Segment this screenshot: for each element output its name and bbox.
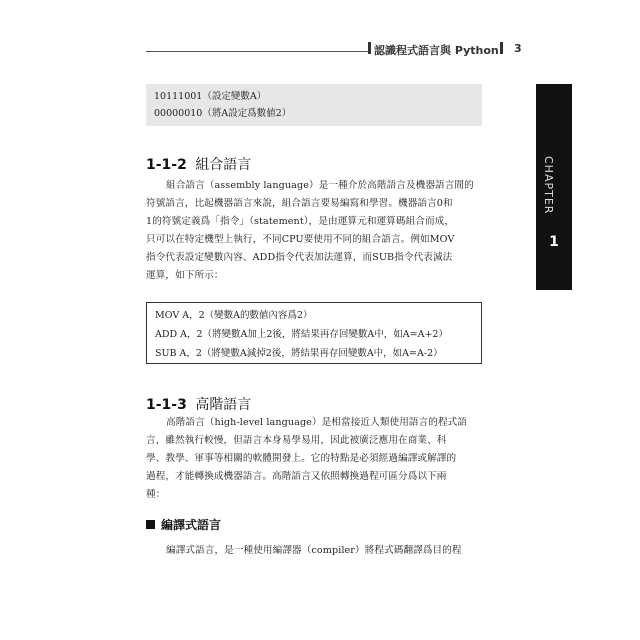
paragraph-line: 只可以在特定機型上執行，不同CPU要使用不同的組合語言。例如MOV <box>146 234 455 245</box>
code-line: ADD A，2（將變數A加上2後，將結果再存回變數A中，如A=A+2） <box>155 329 448 340</box>
paragraph-line: 1的符號定義爲「指令」（statement），是由運算元和運算碼組合而成， <box>146 216 455 227</box>
compiled-paragraph <box>146 542 482 560</box>
high-level-paragraph <box>146 414 482 504</box>
assembly-paragraph <box>146 177 482 285</box>
section-number: 1-1-3 <box>146 397 187 413</box>
code-line: 10111001（設定變數A） <box>154 91 267 102</box>
paragraph-line: 過程，才能轉換成機器語言。高階語言又依照轉換過程可區分爲以下兩 <box>146 471 447 482</box>
header-bar-left <box>368 42 371 54</box>
code-line: 00000010（將A設定爲數値2） <box>154 108 292 119</box>
paragraph-line: 運算，如下所示： <box>146 270 224 281</box>
chapter-tab-label: CHAPTER <box>542 156 555 215</box>
running-header <box>146 40 526 58</box>
header-chapter-title: 認識程式語言與 Python <box>374 44 499 57</box>
paragraph-line: 組合語言（assembly language）是一種介於高階語言及機器語言間的 <box>166 180 474 191</box>
paragraph-line: 符號語言，比起機器語言來說，組合語言要易編寫和學習。機器語言0和 <box>146 198 453 209</box>
section-heading-assembly <box>146 154 251 174</box>
paragraph-line: 編譯式語言，是一種使用編譯器（compiler）將程式碼翻譯爲目的程 <box>166 545 462 556</box>
section-number: 1-1-2 <box>146 157 187 173</box>
code-line: SUB A，2（將變數A減掉2後，將結果再存回變數A中，如A=A-2） <box>155 348 443 359</box>
chapter-tab-number: 1 <box>549 234 559 250</box>
section-heading-high-level <box>146 394 251 414</box>
header-rule <box>146 51 370 52</box>
section-title: 組合語言 <box>195 157 252 173</box>
machine-code-example <box>146 84 482 126</box>
subsection-title: 編譯式語言 <box>161 518 222 532</box>
header-bar-right <box>500 42 503 54</box>
paragraph-line: 言，雖然執行較慢，但語言本身易學易用，因此被廣泛應用在商業、科 <box>146 435 447 446</box>
paragraph-line: 高階語言（high-level language）是相當接近人類使用語言的程式語 <box>166 417 468 428</box>
subsection-heading-compiled <box>146 516 221 533</box>
assembly-code-example <box>146 302 482 364</box>
paragraph-line: 學、教學、軍事等相關的軟體開發上。它的特點是必須經過編譯或解譯的 <box>146 453 457 464</box>
section-title: 高階語言 <box>195 397 252 413</box>
square-bullet-icon <box>146 520 155 529</box>
paragraph-line: 指令代表設定變數內容、ADD指令代表加法運算，而SUB指令代表減法 <box>146 252 453 263</box>
chapter-tab <box>536 84 572 290</box>
page-number: 3 <box>514 42 522 55</box>
paragraph-line: 種： <box>146 489 166 500</box>
code-line: MOV A，2（變數A的數値內容爲2） <box>155 310 313 321</box>
